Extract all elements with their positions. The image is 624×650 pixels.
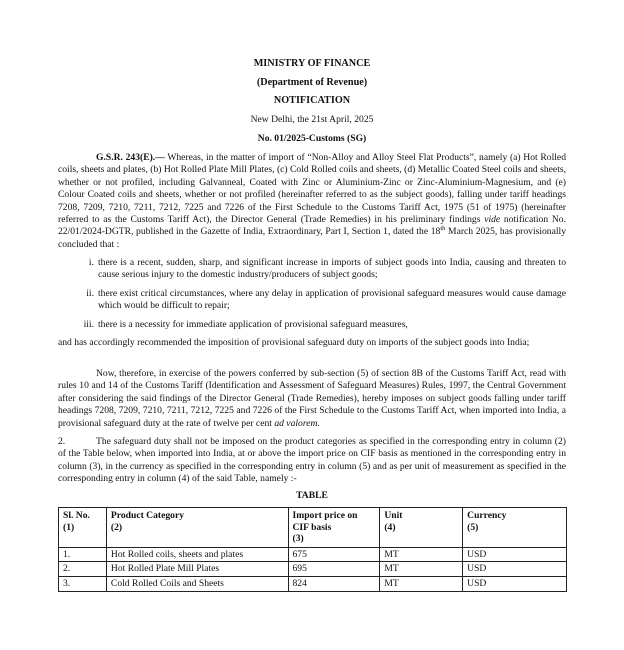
preamble-text-c: March 2025, has provisionally concluded that : (58, 226, 566, 250)
finding-text: there is a recent, sudden, sharp, and significant increase in imports of subject goods into India, causing and threaten to cause serious injury to the domestic industry/producers of subject goods; (98, 257, 566, 281)
cell-currency: USD (463, 576, 567, 591)
preamble-paragraph (58, 152, 566, 251)
ministry-heading: MINISTRY OF FINANCE (253, 58, 371, 69)
cell-sl-no: 3. (59, 576, 107, 591)
header-import-price: Import price on CIF basis (3) (288, 508, 380, 548)
cell-currency: USD (463, 562, 567, 577)
paragraph-2-number: 2. (58, 436, 66, 447)
cell-currency: USD (463, 547, 567, 562)
finding-text: there is a necessity for immediate application of provisional safeguard measures, (98, 319, 408, 330)
imposition-text-b: . (317, 417, 320, 429)
ad-valorem: ad valorem (274, 417, 318, 429)
finding-text: there exist critical circumstances, where any delay in application of provisional safeguard measures would cause damage which would be difficult to repair; (98, 288, 566, 312)
exemption-table (58, 507, 567, 592)
cell-unit: MT (380, 562, 463, 577)
paragraph-2-text: The safeguard duty shall not be imposed on the product categories as specified in the corresponding entry in column (2) of the Table below, when imported into India, at or above the import price on CIF basis as mentioned in the corresponding entry in column (3), in the currency as specified in the corresponding entry in column (5) and as per unit of measurement as specified in the corresponding entry in column (4) of the said Table, namely :- (58, 436, 566, 485)
notification-number: No. 01/2025-Customs (SG) (257, 133, 367, 144)
cell-sl-no: 1. (59, 547, 107, 562)
finding-number: iii. (83, 319, 94, 330)
finding-number: ii. (86, 288, 94, 299)
notification-heading: NOTIFICATION (273, 95, 351, 106)
imposition-text-a: Now, therefore, in exercise of the powers conferred by sub-section (5) of section 8B of the Customs Tariff Act, read with rules 10 and 14 of the Customs Tariff (Identification and Assessment of Safeguard Measures) Rules, 1997, the Central Government after considering the said findings of the Director General (Trade Remedies), hereby imposes on subject goods falling under tariff headings 7208, 7209, 7210, 7211, 7212, 7225 and 7226 of the First Schedule to the Customs Tariff Act, when imported into India, a provisional safeguard duty at the rate of twelve per cent (58, 368, 566, 429)
preamble-vide: vide (484, 214, 501, 226)
cell-product: Hot Rolled Plate Mill Plates (106, 562, 288, 577)
preamble-text-b: notification No. 22/01/2024-DGTR, published in the Gazette of India, Extraordinary, Part I, Section 1, dated the 18 (58, 214, 566, 238)
gsr-number: G.S.R. 243(E).— (96, 152, 165, 163)
cell-price: 695 (288, 562, 380, 577)
cell-unit: MT (380, 576, 463, 591)
header-sl-no: Sl. No. (1) (59, 508, 107, 548)
cell-unit: MT (380, 547, 463, 562)
finding-number: i. (88, 257, 94, 268)
cell-price: 675 (288, 547, 380, 562)
table-row (59, 576, 567, 591)
imposition-paragraph (58, 368, 566, 430)
cell-product: Hot Rolled coils, sheets and plates (106, 547, 288, 562)
cell-price: 824 (288, 576, 380, 591)
cell-sl-no: 2. (59, 562, 107, 577)
table-title: TABLE (296, 490, 328, 501)
table-row (59, 547, 567, 562)
department-heading: (Department of Revenue) (256, 77, 368, 88)
paragraph-2 (58, 436, 566, 486)
header-unit: Unit (4) (380, 508, 463, 548)
table-header-row (59, 508, 567, 548)
recommendation-paragraph: and has accordingly recommended the imposition of provisional safeguard duty on imports of the subject goods into India; (58, 337, 530, 348)
date-superscript: th (440, 225, 446, 233)
header-currency: Currency (5) (463, 508, 567, 548)
preamble-text-a: Whereas, in the matter of import of “Non-Alloy and Alloy Steel Flat Products”, namely (a) Hot Rolled coils, sheets and plates, (b) Hot Rolled Plate Mill Plates, (c) Cold Rolled coils and sheets, (d) Metallic Coated Steel coils and sheets, whether or not profiled, including Galvanneal, Coated with Zinc or Aluminium-Zinc or Zinc-Aluminium-Magnesium, and (e) Colour Coated coils and sheets, whether or not profiled (hereinafter referred to as the subject goods), falling under tariff headings 7208, 7209, 7210, 7211, 7212, 7225 and 7226 of the First Schedule to the Customs Tariff Act, 1975 (51 of 1975) (hereinafter referred to as the Customs Tariff Act), the Director General (Trade Remedies) in his preliminary findings (58, 152, 566, 226)
place-date: New Delhi, the 21st April, 2025 (250, 114, 374, 125)
cell-product: Cold Rolled Coils and Sheets (106, 576, 288, 591)
header-product-category: Product Category (2) (106, 508, 288, 548)
table-row (59, 562, 567, 577)
